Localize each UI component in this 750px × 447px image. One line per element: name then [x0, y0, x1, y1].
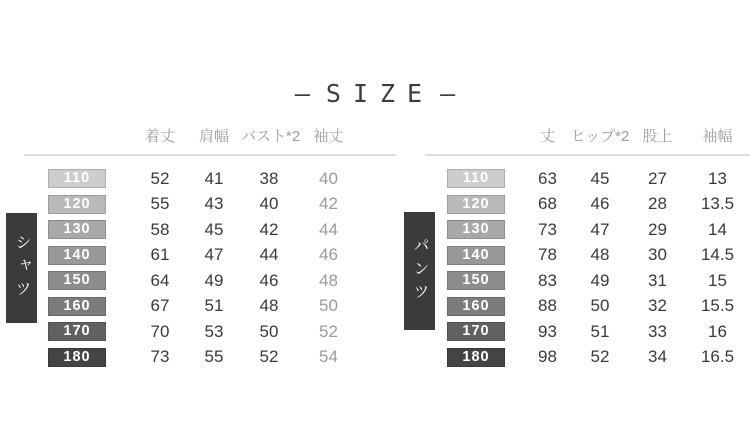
shirt-column-header: バスト*2: [241, 127, 301, 145]
size-badge: 150: [447, 271, 505, 290]
size-value: 64: [150, 270, 170, 290]
size-value: 70: [150, 321, 170, 341]
title-text: SIZE: [325, 79, 435, 108]
pants-column-header: 股上: [642, 127, 673, 145]
size-badge-cell: [0, 348, 133, 367]
table-row: [0, 294, 396, 320]
size-badge: 160: [48, 297, 106, 316]
table-row: [0, 268, 396, 294]
size-value: 15.5: [700, 296, 735, 316]
size-badge-cell: [0, 195, 133, 214]
table-row: [425, 294, 750, 320]
title-dash-right: —: [440, 79, 456, 108]
pants-size-table: [425, 120, 750, 370]
size-badge: 180: [447, 348, 505, 367]
size-value: 68: [538, 194, 557, 214]
size-value: 61: [150, 245, 170, 265]
size-value: 46: [259, 270, 279, 290]
size-value: 40: [319, 168, 338, 188]
size-value: 98: [538, 347, 557, 367]
size-value: 42: [319, 194, 338, 214]
size-badge-cell: [425, 322, 525, 341]
pants-column-header: ヒップ*2: [570, 127, 630, 145]
size-badge: 140: [447, 246, 505, 265]
shirt-column-header: 肩幅: [198, 127, 229, 145]
size-badge: 180: [48, 348, 106, 367]
size-value: 14: [708, 219, 727, 239]
size-badge-cell: [0, 220, 133, 239]
size-value: 32: [648, 296, 667, 316]
size-badge: 110: [447, 169, 505, 188]
size-value: 48: [590, 245, 610, 265]
size-value: 15: [708, 270, 727, 290]
size-value: 49: [204, 270, 224, 290]
size-value: 52: [259, 347, 279, 367]
size-value: 40: [259, 194, 279, 214]
size-value: 48: [319, 270, 338, 290]
size-value: 78: [538, 245, 557, 265]
size-value: 33: [648, 321, 667, 341]
size-badge-cell: [0, 297, 133, 316]
size-value: 31: [648, 270, 667, 290]
size-value: 88: [538, 296, 557, 316]
size-badge-cell: [425, 169, 525, 188]
shirt-header-rule: [24, 154, 396, 156]
size-value: 14.5: [700, 245, 735, 265]
table-row: [0, 319, 396, 345]
size-value: 93: [538, 321, 557, 341]
size-badge-cell: [0, 246, 133, 265]
pants-column-header: 丈: [539, 127, 555, 145]
size-value: 52: [590, 347, 610, 367]
size-badge-cell: [425, 297, 525, 316]
size-value: 47: [204, 245, 224, 265]
size-value: 43: [204, 194, 224, 214]
size-value: 44: [259, 245, 279, 265]
pants-rows: [425, 166, 750, 370]
table-row: [425, 268, 750, 294]
size-value: 46: [319, 245, 338, 265]
size-badge: 170: [447, 322, 505, 341]
table-row: [425, 243, 750, 269]
table-row: [0, 243, 396, 269]
size-value: 13: [708, 168, 727, 188]
table-row: [425, 192, 750, 218]
size-badge: 140: [48, 246, 106, 265]
size-value: 63: [538, 168, 557, 188]
size-badge-cell: [425, 246, 525, 265]
size-value: 53: [204, 321, 224, 341]
size-badge-cell: [425, 195, 525, 214]
size-value: 54: [319, 347, 338, 367]
size-value: 50: [590, 296, 610, 316]
pants-label: パンツ: [404, 212, 435, 330]
table-row: [0, 166, 396, 192]
pants-column-header: 袖幅: [702, 127, 733, 145]
size-value: 52: [150, 168, 170, 188]
size-value: 51: [590, 321, 610, 341]
table-row: [0, 217, 396, 243]
pants-header-row: [425, 120, 750, 150]
size-value: 67: [150, 296, 170, 316]
size-value: 42: [259, 219, 279, 239]
size-badge: 160: [447, 297, 505, 316]
size-value: 34: [648, 347, 667, 367]
size-value: 58: [150, 219, 170, 239]
size-badge-cell: [425, 271, 525, 290]
size-value: 47: [590, 219, 610, 239]
size-badge: 120: [48, 195, 106, 214]
size-value: 52: [319, 321, 338, 341]
size-value: 50: [259, 321, 279, 341]
size-value: 44: [319, 219, 338, 239]
size-value: 46: [590, 194, 610, 214]
chart-title: [0, 80, 750, 108]
size-badge-cell: [0, 169, 133, 188]
size-badge: 170: [48, 322, 106, 341]
size-badge: 150: [48, 271, 106, 290]
size-badge: 120: [447, 195, 505, 214]
size-value: 27: [648, 168, 667, 188]
size-value: 30: [648, 245, 667, 265]
table-row: [0, 192, 396, 218]
size-value: 45: [204, 219, 224, 239]
size-badge: 110: [48, 169, 106, 188]
size-value: 55: [150, 194, 170, 214]
size-badge-cell: [425, 348, 525, 367]
size-value: 45: [590, 168, 610, 188]
shirt-column-header: 袖丈: [313, 127, 344, 145]
size-value: 83: [538, 270, 557, 290]
size-badge: 130: [48, 220, 106, 239]
size-badge-cell: [0, 322, 133, 341]
size-value: 51: [204, 296, 224, 316]
size-badge: 130: [447, 220, 505, 239]
title-dash-left: —: [294, 79, 310, 108]
size-value: 41: [204, 168, 224, 188]
size-value: 28: [648, 194, 667, 214]
shirt-size-table: [0, 120, 396, 370]
table-row: [425, 345, 750, 371]
size-badge-cell: [0, 271, 133, 290]
table-row: [425, 319, 750, 345]
shirt-label: シャツ: [6, 213, 37, 323]
size-value: 16.5: [700, 347, 735, 367]
size-value: 48: [259, 296, 279, 316]
size-value: 73: [538, 219, 557, 239]
shirt-rows: [0, 166, 396, 370]
size-badge-cell: [425, 220, 525, 239]
size-value: 73: [150, 347, 170, 367]
size-value: 38: [259, 168, 279, 188]
size-value: 49: [590, 270, 610, 290]
table-row: [425, 217, 750, 243]
table-row: [425, 166, 750, 192]
size-value: 13.5: [700, 194, 735, 214]
pants-header-rule: [425, 154, 750, 156]
size-value: 16: [708, 321, 727, 341]
size-value: 29: [648, 219, 667, 239]
size-value: 55: [204, 347, 224, 367]
size-value: 50: [319, 296, 338, 316]
shirt-header-row: [0, 120, 396, 150]
table-row: [0, 345, 396, 371]
shirt-column-header: 着丈: [144, 127, 175, 145]
